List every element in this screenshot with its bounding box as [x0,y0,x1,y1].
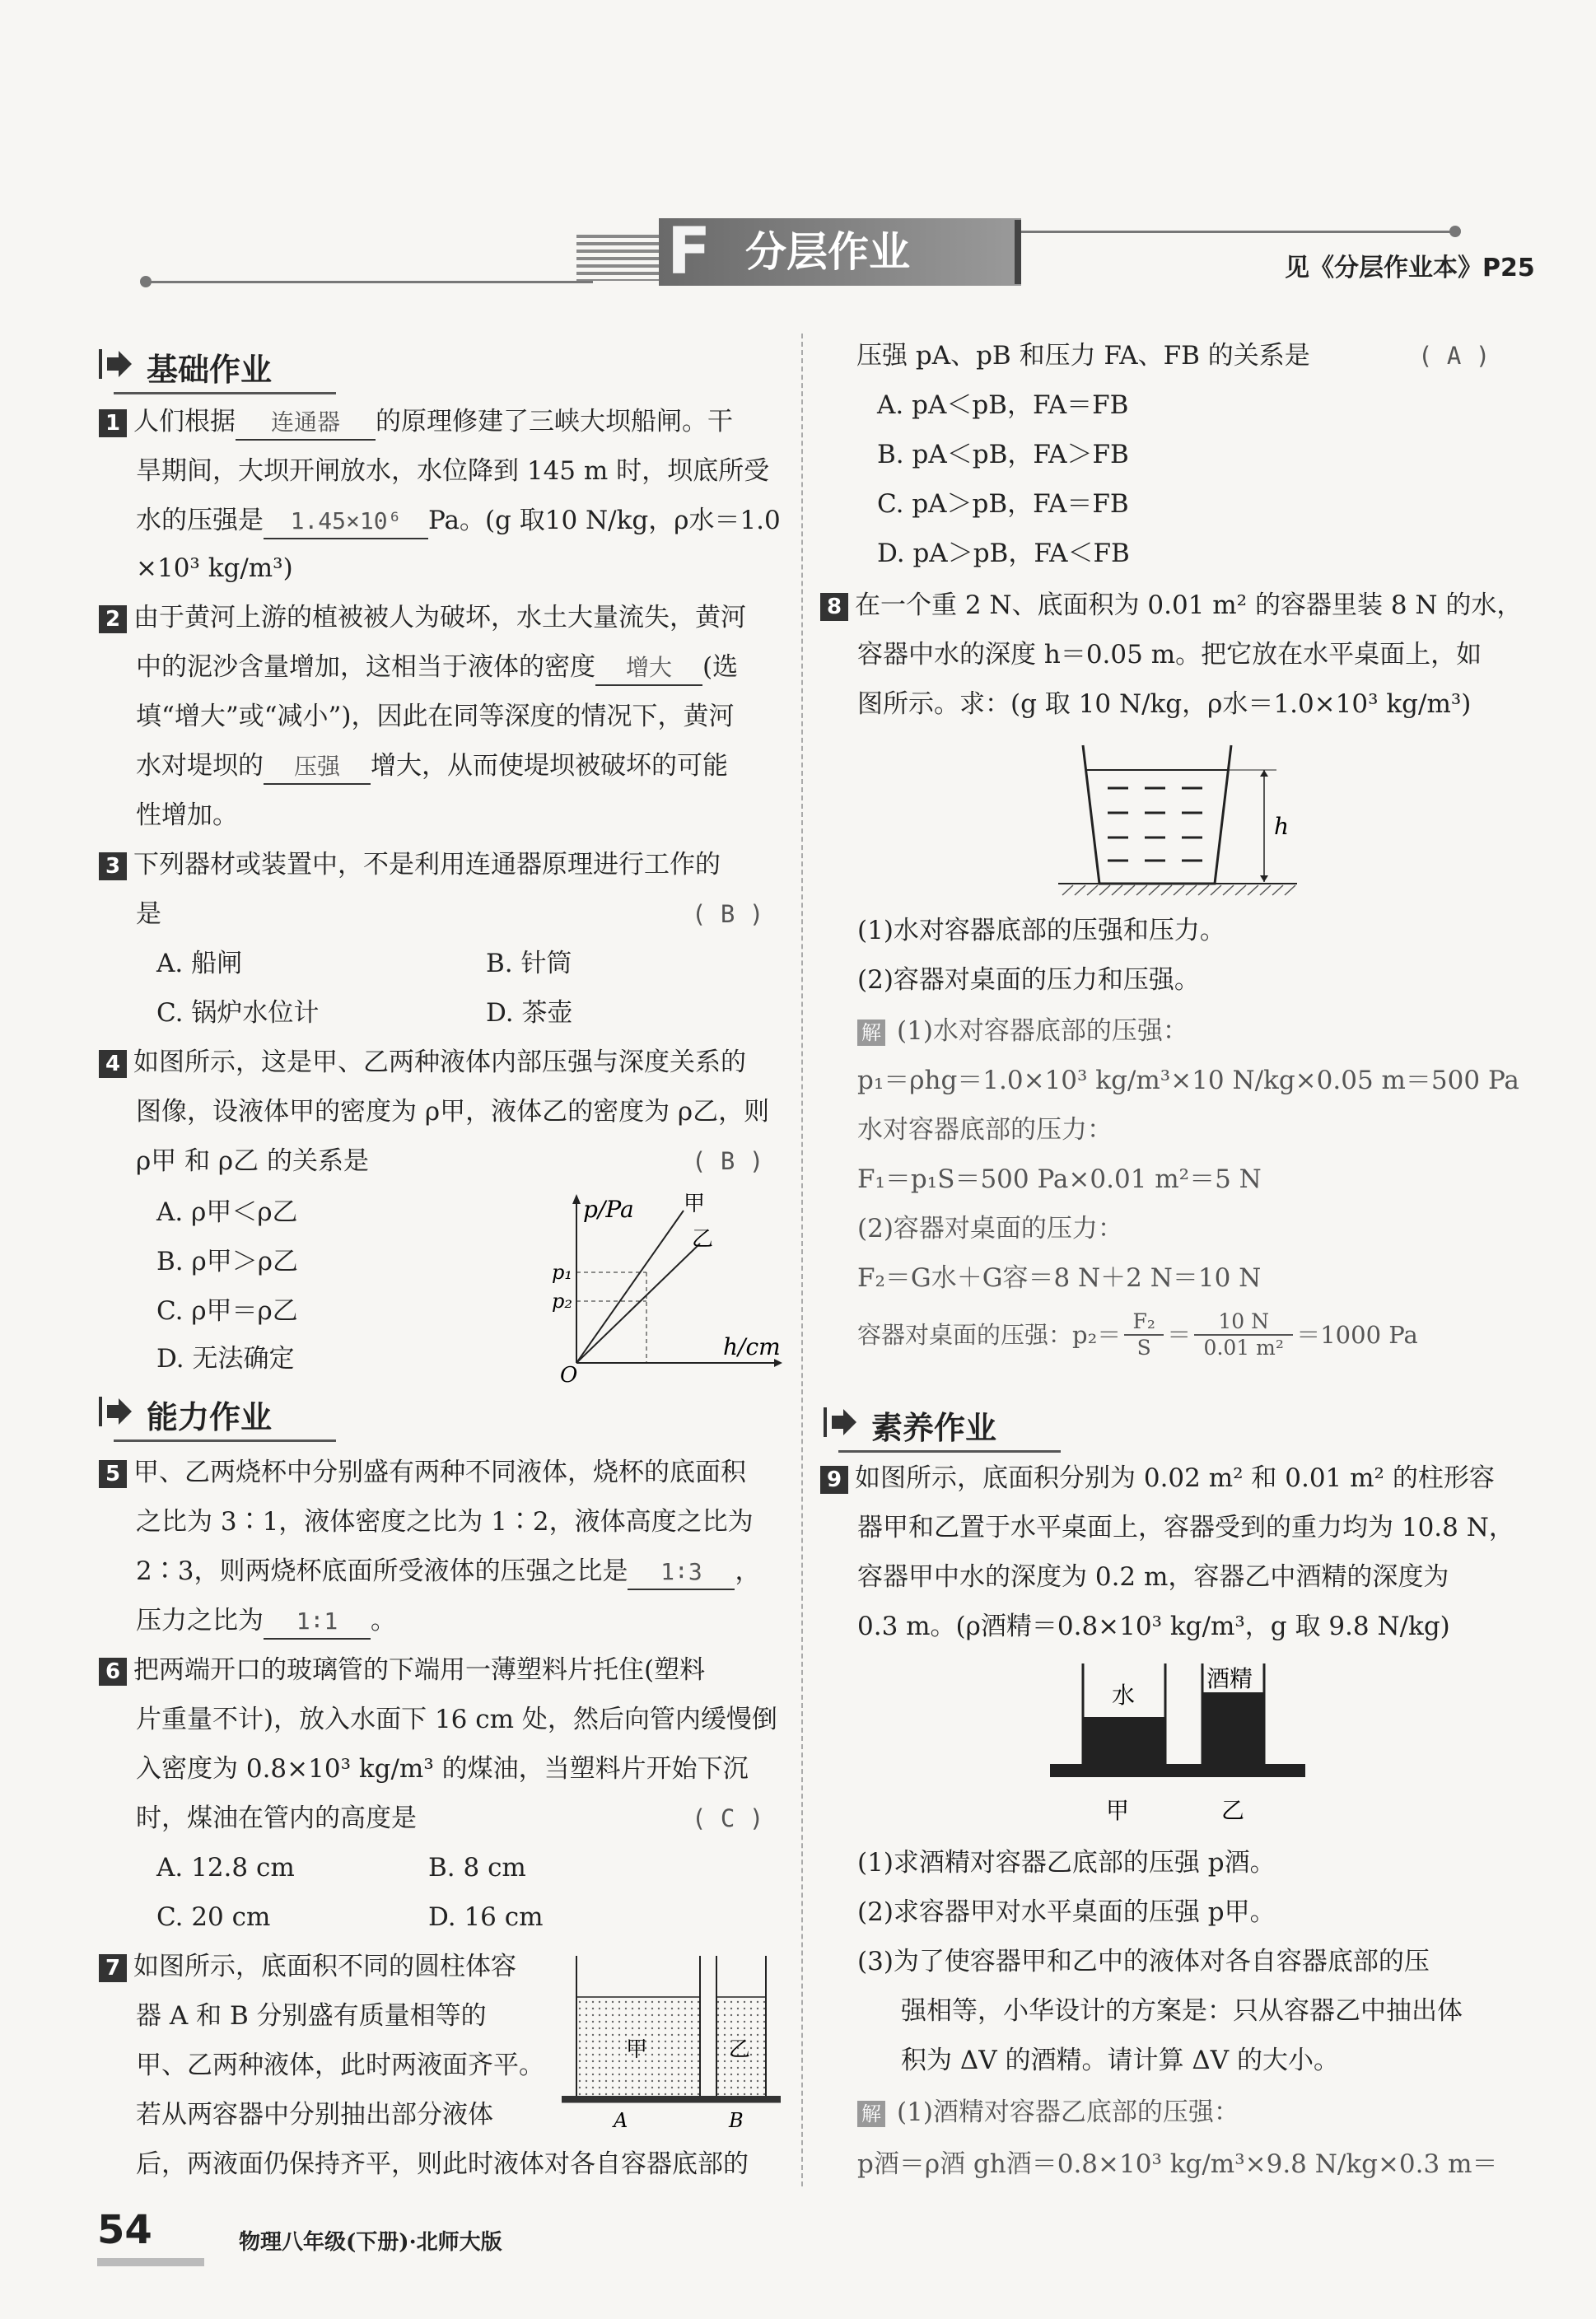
arrow-icon [822,1404,860,1440]
q8-line2: 容器中水的深度 h＝0.05 m。把它放在水平桌面上，如 [857,640,1482,670]
q4-answer: ( B ) [692,1147,764,1175]
q1-line3: 水的压强是 1.45×10⁶ Pa。(g 取10 N/kg，ρ水＝1.0 [136,504,781,539]
q7-option-d: D. pA＞pB，FA＜FB [877,539,1130,568]
q6-answer: ( C ) [692,1804,764,1832]
q7-label-yi: 乙 [729,2037,751,2062]
q8-frac1-num: F₂ [1132,1309,1155,1333]
q3-option-c: C. 锅炉水位计 [156,998,320,1028]
q1-blank-1: 连通器 [236,406,376,441]
q3-number: 3 [99,852,127,880]
q6-number: 6 [99,1658,127,1686]
q4-option-b: B. ρ甲＞ρ乙 [156,1247,298,1276]
q5-line2: 之比为 3∶1，液体密度之比为 1∶2，液体高度之比为 [136,1507,754,1537]
q9-water-fill [1083,1717,1165,1764]
header-ref: 见《分层作业本》P25 [1285,254,1535,282]
q4-line-jia [576,1211,684,1363]
q5-line4: 压力之比为 1∶1 。 [136,1604,396,1640]
q9-alcohol-fill [1202,1692,1264,1764]
section-basic: 基础作业 [97,344,272,390]
q9-sub1: (1)求酒精对容器乙底部的压强 p酒。 [857,1848,1276,1878]
q3-answer: ( B ) [692,900,764,928]
q9-sub3-line1: (3)为了使容器甲和乙中的液体对各自容器底部的压 [857,1947,1430,1976]
q9-line3: 容器甲中水的深度为 0.2 m，容器乙中酒精的深度为 [857,1562,1449,1592]
q2-line3: 填“增大”或“减小”)，因此在同等深度的情况下，黄河 [136,702,735,731]
q4-number: 4 [99,1050,127,1078]
q2-line5: 性增加。 [136,800,238,830]
q6-line3: 入密度为 0.8×10³ kg/m³ 的煤油，当塑料片开始下沉 [136,1754,749,1784]
q2-line1: 2 由于黄河上游的植被被人为破坏，水土大量流失，黄河 [99,601,746,634]
q1-line2: 旱期间，大坝开闸放水，水位降到 145 m 时，坝底所受 [136,456,770,486]
q7-label-A: A [614,2109,628,2132]
q4-option-d: D. 无法确定 [156,1344,295,1374]
header-stripes [576,235,667,281]
q6-line2: 片重量不计)，放入水面下 16 cm 处，然后向管内缓慢倒 [136,1705,777,1734]
q3-line2: 是 [136,899,161,929]
q3-line1: 3 下列器材或装置中，不是利用连通器原理进行工作的 [99,848,721,881]
q8-solution-7: 容器对桌面的压强：p₂＝ F₂ S ＝ 10 N 0.01 m² ＝1000 Pa [857,1309,1418,1360]
q4-option-a: A. ρ甲＜ρ乙 [156,1197,298,1227]
q9-solution-1: 解 (1)酒精对容器乙底部的压强： [857,2096,1239,2129]
q7-option-b: B. pA＜pB，FA＞FB [877,440,1129,469]
q6-line4: 时，煤油在管内的高度是 [136,1803,417,1833]
arrow-icon [97,346,135,382]
q4-label-jia: 甲 [684,1192,706,1216]
q5-line3: 2∶3，则两烧杯底面所受液体的压强之比是 1∶3 ， [136,1555,760,1590]
q7-label-B: B [729,2109,744,2132]
q2-blank-1: 增大 [595,651,702,686]
q2-number: 2 [99,605,127,633]
q4-ylabel: p/Pa [583,1196,634,1223]
q8-solution-6: F₂＝G水＋G容＝8 N＋2 N＝10 N [857,1263,1262,1293]
q8-frac2-num: 10 N [1218,1309,1270,1333]
q1-line1: 1 人们根据 连通器 的原理修建了三峡大坝船闸。干 [99,405,733,441]
header-badge [659,215,1021,289]
header-bar [1015,220,1021,284]
q8-figure [1058,737,1305,898]
q8-solution-4: F₁＝p₁S＝500 Pa×0.01 m²＝5 N [857,1164,1262,1194]
q9-sub3-line3: 积为 ΔV 的酒精。请计算 ΔV 的大小。 [901,2046,1339,2075]
solution-icon: 解 [857,2101,885,2127]
q7-line1: 7 如图所示，底面积不同的圆柱体容 [99,1950,516,1983]
q9-line4: 0.3 m。(ρ酒精＝0.8×10³ kg/m³，g 取 9.8 N/kg) [857,1612,1450,1641]
header-dot-left [140,276,152,287]
q7-line6: 压强 pA、pB 和压力 FA、FB 的关系是 [856,341,1310,371]
solution-icon: 解 [857,1020,885,1046]
q7-line5: 后，两液面仍保持齐平，则此时液体对各自容器底部的 [136,2149,749,2179]
q8-solution-5: (2)容器对桌面的压力： [857,1214,1123,1243]
q7-option-c: C. pA＞pB，FA＝FB [877,489,1129,519]
q4-graph [544,1186,791,1383]
q9-label-alcohol: 酒精 [1206,1665,1253,1692]
q7-answer: ( A ) [1418,342,1491,370]
q5-blank-1: 1∶3 [628,1556,735,1590]
q8-label-h: h [1274,813,1290,840]
header-rule-right [1017,231,1454,233]
q2-line4: 水对堤坝的 压强 增大，从而使堤坝被破坏的可能 [136,749,728,785]
header-dot-right [1449,226,1461,237]
q7-figure [552,1948,791,2137]
q3-option-d: D. 茶壶 [486,998,573,1028]
q2-blank-2: 压强 [264,750,371,785]
q8-sub1: (1)水对容器底部的压强和压力。 [857,916,1225,945]
footer-bar [97,2258,204,2266]
q8-frac1-den: S [1136,1336,1151,1360]
q9-label-jia: 甲 [1106,1797,1130,1824]
header-rule-left [144,281,593,283]
q9-number: 9 [820,1466,848,1494]
q7-number: 7 [99,1954,127,1982]
q9-line1: 9 如图所示，底面积分别为 0.02 m² 和 0.01 m² 的柱形容 [820,1462,1495,1495]
q4-line1: 4 如图所示，这是甲、乙两种液体内部压强与深度关系的 [99,1046,746,1079]
q1-blank-2: 1.45×10⁶ [264,505,428,539]
q4-origin: O [560,1363,578,1383]
q3-option-a: A. 船闸 [156,949,243,978]
q7-option-a: A. pA＜pB，FA＝FB [877,390,1129,420]
q9-label-water: 水 [1112,1682,1136,1709]
q4-p2: p₂ [552,1290,572,1313]
q9-line2: 器甲和乙置于水平桌面上，容器受到的重力均为 10.8 N， [857,1513,1514,1542]
q9-solution-2: p酒＝ρ酒 gh酒＝0.8×10³ kg/m³×9.8 N/kg×0.3 m＝ [857,2149,1498,2179]
section-literacy: 素养作业 [822,1402,996,1448]
q8-sub2: (2)容器对桌面的压力和压强。 [857,965,1200,995]
q6-option-c: C. 20 cm [156,1902,271,1932]
q7-line3: 甲、乙两种液体，此时两液面齐平。 [136,2051,544,2080]
q7-line2: 器 A 和 B 分别盛有质量相等的 [136,2001,487,2031]
q8-line1: 8 在一个重 2 N、底面积为 0.01 m² 的容器里装 8 N 的水， [820,589,1522,622]
q6-option-b: B. 8 cm [428,1853,526,1883]
q8-solution-1: 解 (1)水对容器底部的压强： [857,1015,1188,1048]
page-number: 54 [97,2207,152,2253]
q4-xlabel: h/cm [723,1333,781,1360]
column-divider [801,334,803,2186]
q6-line1: 6 把两端开口的玻璃管的下端用一薄塑料片托住(塑料 [99,1654,705,1687]
q9-label-yi: 乙 [1221,1797,1245,1824]
q9-sub2: (2)求容器甲对水平桌面的压强 p甲。 [857,1897,1276,1927]
q8-solution-3: 水对容器底部的压力： [857,1115,1113,1145]
section-ability: 能力作业 [97,1392,272,1437]
q7-line4: 若从两容器中分别抽出部分液体 [136,2100,493,2130]
q3-option-b: B. 针筒 [486,949,572,978]
q8-line3: 图所示。求：(g 取 10 N/kg，ρ水＝1.0×10³ kg/m³) [857,689,1472,719]
header-title: 分层作业 [745,228,910,276]
arrow-icon [97,1393,135,1430]
q8-number: 8 [820,593,848,621]
q4-line-yi [576,1243,700,1363]
q9-sub3-line2: 强相等，小华设计的方案是：只从容器乙中抽出体 [901,1996,1463,2026]
q4-label-yi: 乙 [692,1227,714,1252]
q2-line2: 中的泥沙含量增加，这相当于液体的密度 增大 (选 [136,651,738,686]
q5-line1: 5 甲、乙两烧杯中分别盛有两种不同液体，烧杯的底面积 [99,1456,746,1489]
q6-option-a: A. 12.8 cm [156,1853,295,1883]
q9-figure [1050,1655,1314,1824]
q5-blank-2: 1∶1 [264,1605,371,1640]
q6-option-d: D. 16 cm [428,1902,544,1932]
q8-solution-2: p₁＝ρhg＝1.0×10³ kg/m³×10 N/kg×0.05 m＝500 Pa [857,1066,1519,1095]
q8-frac2-den: 0.01 m² [1203,1336,1284,1360]
q4-p1: p₁ [552,1261,572,1284]
q1-line4: ×10³ kg/m³) [136,553,293,583]
header-letter: F [667,215,712,289]
q4-line3: ρ甲 和 ρ乙 的关系是 [136,1146,370,1176]
book-title: 物理八年级(下册)·北师大版 [239,2230,502,2255]
q5-number: 5 [99,1460,127,1488]
q4-option-c: C. ρ甲＝ρ乙 [156,1296,298,1326]
q7-label-jia: 甲 [626,2037,648,2062]
q4-line2: 图像，设液体甲的密度为 ρ甲，液体乙的密度为 ρ乙，则 [136,1097,770,1127]
q1-number: 1 [99,409,127,437]
